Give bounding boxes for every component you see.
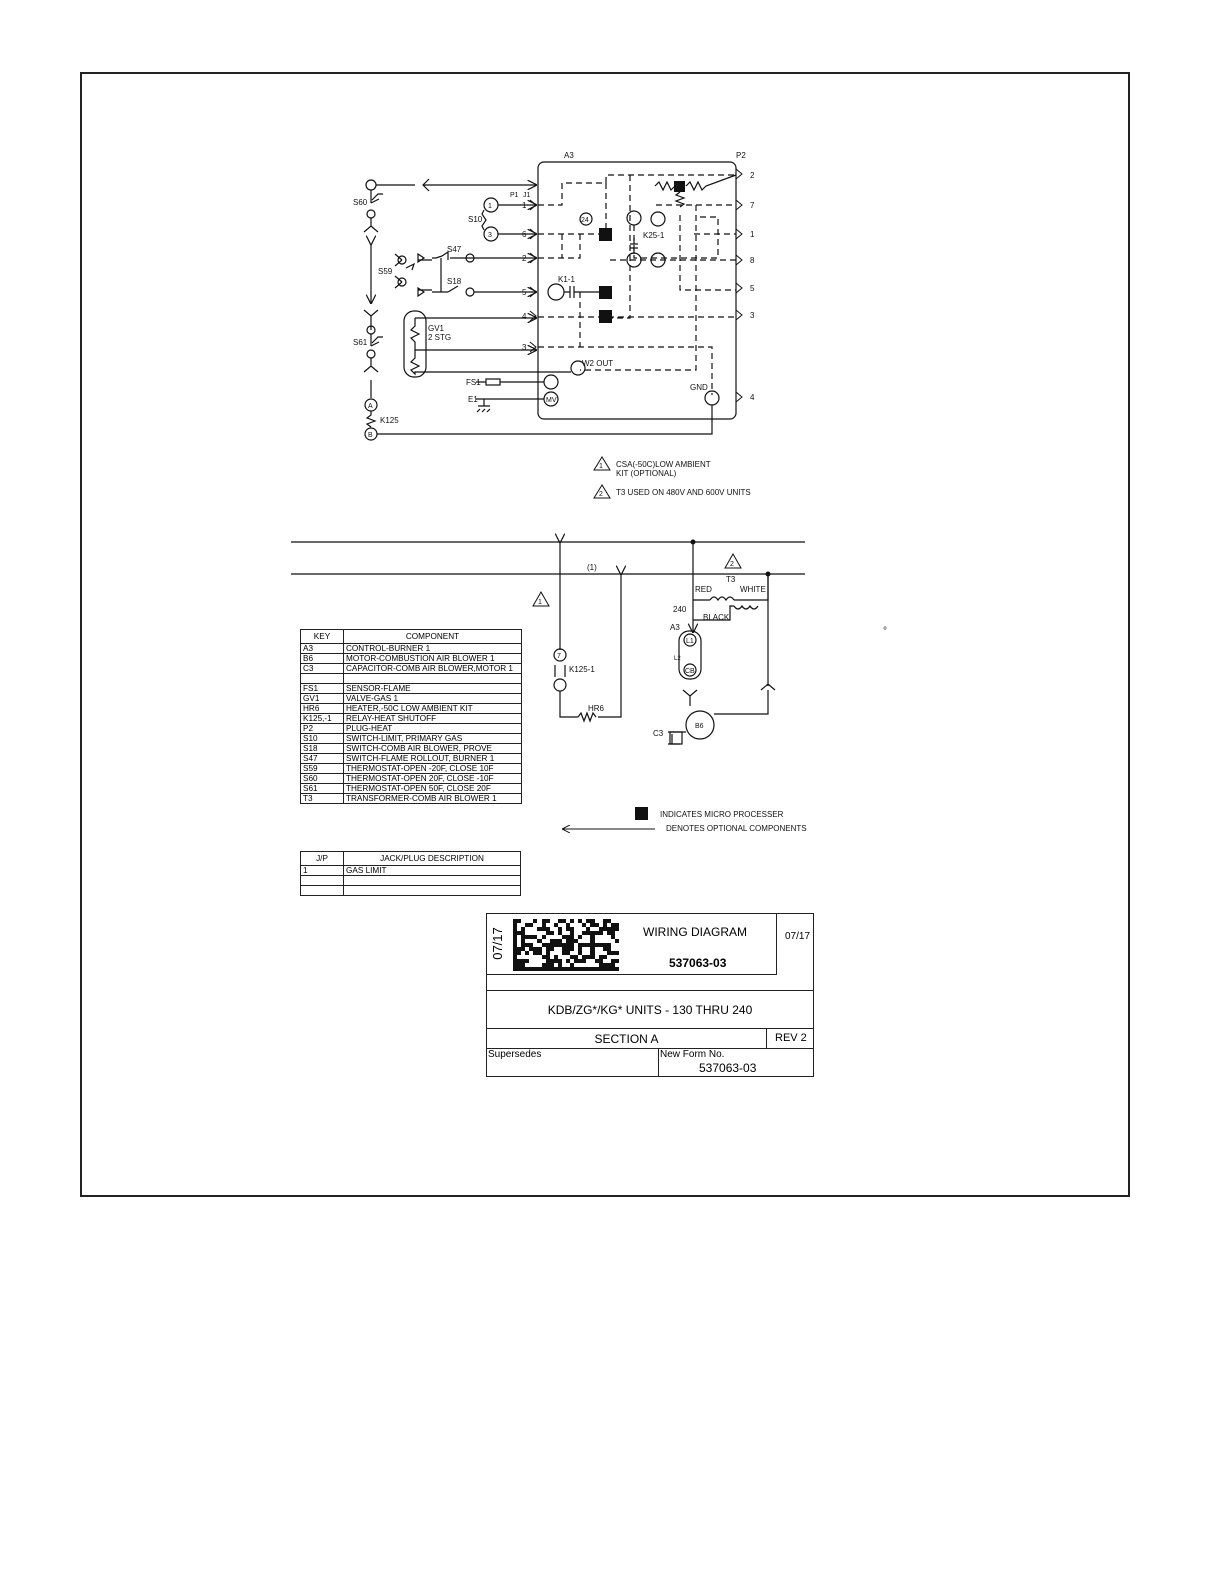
note-marker-power-1: 1 <box>538 599 542 606</box>
board-internal-wiring <box>538 175 736 395</box>
key-key-cell: S18 <box>301 744 344 754</box>
label-s47: S47 <box>447 245 462 254</box>
p2-pin-labels <box>750 171 755 402</box>
key-value-cell: CAPACITOR-COMB AIR BLOWER,MOTOR 1 <box>344 664 522 674</box>
supersedes-label: Supersedes <box>488 1049 542 1060</box>
p2-pin: 5 <box>750 284 755 293</box>
j1-pin: 5 <box>522 288 527 297</box>
data-matrix-code <box>513 919 619 971</box>
revision-rule <box>767 1048 813 1049</box>
power-labels <box>557 563 766 738</box>
table-row <box>301 754 522 764</box>
section-label: SECTION A <box>487 1029 767 1049</box>
new-form-label: New Form No. <box>660 1049 725 1060</box>
key-key-cell: GV1 <box>301 694 344 704</box>
label-l1: L1 <box>686 638 694 645</box>
key-value-cell: SWITCH-FLAME ROLLOUT, BURNER 1 <box>344 754 522 764</box>
key-value-cell: THERMOSTAT-OPEN 20F, CLOSE -10F <box>344 774 522 784</box>
jack-plug-table <box>300 851 521 896</box>
key-value-cell: VALVE-GAS 1 <box>344 694 522 704</box>
table-row <box>301 886 521 896</box>
label-gv1-sub: 2 STG <box>428 333 452 342</box>
label-w2out: W2 OUT <box>582 359 614 368</box>
label-black: BLACK <box>703 613 730 622</box>
label-red: RED <box>695 585 712 594</box>
key-key-cell: C3 <box>301 664 344 674</box>
p2-connector <box>736 169 742 402</box>
note-marker-power-2: 2 <box>730 561 734 568</box>
key-value-cell: SWITCH-COMB AIR BLOWER, PROVE <box>344 744 522 754</box>
label-fs1: FS1 <box>466 378 481 387</box>
label-s59: S59 <box>378 267 393 276</box>
table-row <box>301 684 522 694</box>
label-p2: P2 <box>736 151 746 160</box>
new-form-number: 537063-03 <box>699 1061 757 1075</box>
j1-connector <box>530 200 536 352</box>
junction-dot <box>691 540 696 545</box>
p2-pin: 1 <box>750 230 755 239</box>
label-k125-1: K125-1 <box>569 665 595 674</box>
label-k25: K25-1 <box>643 231 665 240</box>
note-marker-2: 2 <box>599 491 603 498</box>
label-s61: S61 <box>353 338 368 347</box>
table-row <box>301 664 522 674</box>
jack-value-cell <box>344 886 521 896</box>
j1-pin-labels <box>522 201 527 352</box>
key-key-cell: S61 <box>301 784 344 794</box>
table-row <box>301 784 522 794</box>
j1-pin: 2 <box>522 254 527 263</box>
table-row <box>301 704 522 714</box>
label-gv1: GV1 <box>428 324 445 333</box>
key-key-cell: T3 <box>301 794 344 804</box>
blank-row <box>487 975 813 991</box>
label-hr6: HR6 <box>588 704 605 713</box>
p2-pin: 3 <box>750 311 755 320</box>
key-value-cell: RELAY-HEAT SHUTOFF <box>344 714 522 724</box>
label-a3-power: A3 <box>670 623 680 632</box>
table-row <box>301 644 522 654</box>
label-s18: S18 <box>447 277 462 286</box>
vertical-date: 07/17 <box>489 927 505 960</box>
label-cb: CB <box>685 668 695 675</box>
date-cell: 07/17 <box>785 931 811 942</box>
key-key-cell: S59 <box>301 764 344 774</box>
key-key-cell: P2 <box>301 724 344 734</box>
jp-header: J/P <box>301 852 344 866</box>
key-key-cell <box>301 674 344 684</box>
key-value-cell: CONTROL-BURNER 1 <box>344 644 522 654</box>
title-main-cell <box>487 914 777 975</box>
key-value-cell: SWITCH-LIMIT, PRIMARY GAS <box>344 734 522 744</box>
label-pin24: 24 <box>581 217 589 224</box>
j1-pin: 6 <box>522 230 527 239</box>
key-value-cell: TRANSFORMER-COMB AIR BLOWER 1 <box>344 794 522 804</box>
p2-pin: 7 <box>750 201 755 210</box>
table-row <box>301 714 522 724</box>
label-b6: B6 <box>695 723 704 730</box>
table-row <box>301 674 522 684</box>
key-value-cell: PLUG-HEAT <box>344 724 522 734</box>
jack-value-cell: GAS LIMIT <box>344 866 521 876</box>
form-divider <box>658 1049 659 1077</box>
key-value-cell: THERMOSTAT-OPEN 50F, CLOSE 20F <box>344 784 522 794</box>
optional-legend-text: DENOTES OPTIONAL COMPONENTS <box>666 824 807 833</box>
p2-pin: 4 <box>750 393 755 402</box>
jack-key-cell: 1 <box>301 866 344 876</box>
key-value-cell: MOTOR-COMBUSTION AIR BLOWER 1 <box>344 654 522 664</box>
label-240: 240 <box>673 605 687 614</box>
label-p1: P1 <box>510 192 519 199</box>
label-k1: K1-1 <box>558 275 575 284</box>
p2-pin: 2 <box>750 171 755 180</box>
drawing-title: WIRING DIAGRAM <box>643 925 747 939</box>
label-j1: J1 <box>523 192 531 199</box>
jack-key-cell <box>301 876 344 886</box>
table-row <box>301 744 522 754</box>
table-row <box>301 724 522 734</box>
key-value-cell <box>344 674 522 684</box>
table-row <box>301 734 522 744</box>
micro-legend-text: INDICATES MICRO PROCESSER <box>660 810 784 819</box>
table-row <box>301 866 521 876</box>
label-k125-pin: 7 <box>557 653 561 660</box>
label-t3: T3 <box>726 575 736 584</box>
key-value-cell: HEATER,-50C LOW AMBIENT KIT <box>344 704 522 714</box>
j1-pin: 3 <box>522 343 527 352</box>
label-c3: C3 <box>653 729 664 738</box>
key-key-cell: K125,-1 <box>301 714 344 724</box>
note-1-line1: CSA(-50C)LOW AMBIENT <box>616 460 711 469</box>
label-b: B <box>368 432 373 439</box>
drawing-number: 537063-03 <box>669 956 727 970</box>
label-s10-pin: 3 <box>488 232 492 239</box>
micro-legend-swatch <box>635 807 648 820</box>
note-2-line1: T3 USED ON 480V AND 600V UNITS <box>616 488 751 497</box>
key-key-cell: A3 <box>301 644 344 654</box>
key-key-cell: S10 <box>301 734 344 744</box>
key-key-cell: B6 <box>301 654 344 664</box>
stray-mark: ° <box>883 626 887 637</box>
component-header: COMPONENT <box>344 630 522 644</box>
label-mv: MV <box>546 397 557 404</box>
key-key-cell: S47 <box>301 754 344 764</box>
label-s10-pin: 1 <box>488 203 492 210</box>
table-row <box>301 774 522 784</box>
key-key-cell: HR6 <box>301 704 344 714</box>
label-l2: L2 <box>674 656 681 662</box>
revision-label: REV 2 <box>775 1032 807 1044</box>
key-value-cell: SENSOR-FLAME <box>344 684 522 694</box>
label-a: A <box>368 403 373 410</box>
table-row <box>301 794 522 804</box>
note-1-line2: KIT (OPTIONAL) <box>616 469 677 478</box>
jack-value-cell <box>344 876 521 886</box>
label-s10: S10 <box>468 215 483 224</box>
p2-pin: 8 <box>750 256 755 265</box>
units-description: KDB/ZG*/KG* UNITS - 130 THRU 240 <box>487 991 813 1029</box>
label-white: WHITE <box>740 585 766 594</box>
label-a3: A3 <box>564 151 574 160</box>
label-s60: S60 <box>353 198 368 207</box>
label-k125: K125 <box>380 416 399 425</box>
junction-dot <box>766 572 771 577</box>
key-header: KEY <box>301 630 344 644</box>
key-key-cell: S60 <box>301 774 344 784</box>
notes <box>594 457 751 498</box>
table-row <box>301 694 522 704</box>
key-key-cell: FS1 <box>301 684 344 694</box>
table-row <box>301 876 521 886</box>
label-gnd: GND <box>690 383 708 392</box>
label-e1: E1 <box>468 395 478 404</box>
jp-description-header: JACK/PLUG DESCRIPTION <box>344 852 521 866</box>
j1-pin: 4 <box>522 312 527 321</box>
note-marker-1: 1 <box>599 463 603 470</box>
microprocessor-blocks <box>599 181 685 323</box>
component-key-table <box>300 629 522 804</box>
title-block <box>486 913 814 1077</box>
jack-key-cell <box>301 886 344 896</box>
table-row <box>301 654 522 664</box>
table-row <box>301 764 522 774</box>
label-wire-1: (1) <box>587 563 597 572</box>
key-value-cell: THERMOSTAT-OPEN -20F, CLOSE 10F <box>344 764 522 774</box>
j1-pin: 1 <box>522 201 527 210</box>
